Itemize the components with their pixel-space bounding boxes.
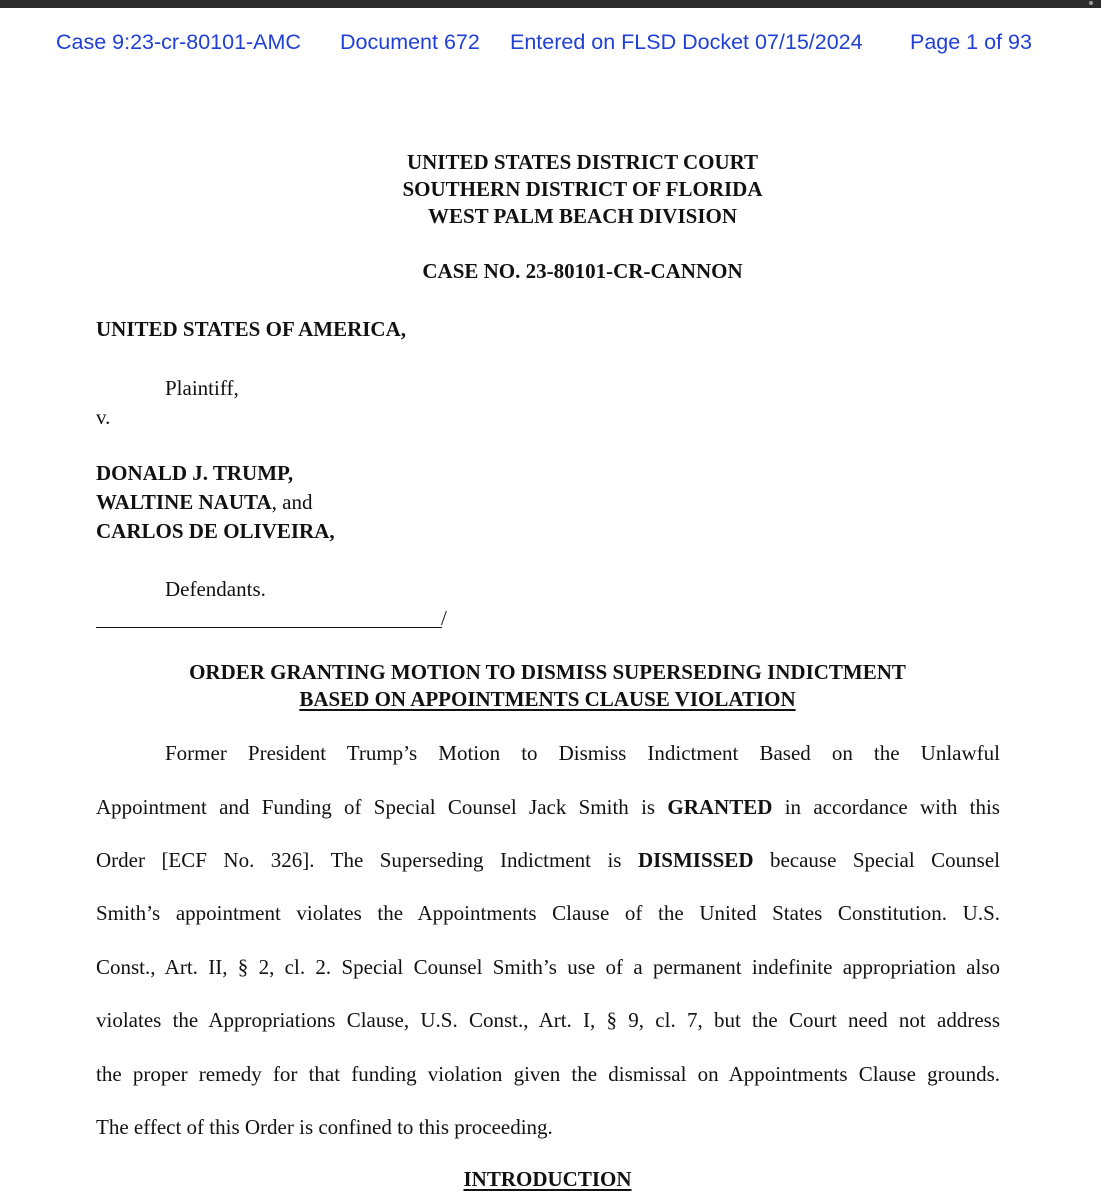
body-line-8: The effect of this Order is confined to this proceeding.	[96, 1115, 553, 1139]
court-district: SOUTHERN DISTRICT OF FLORIDA	[402, 177, 763, 201]
header-page: Page 1 of 93	[910, 30, 1032, 54]
order-subtitle-text: BASED ON APPOINTMENTS CLAUSE VIOLATION	[299, 687, 796, 711]
body-line-3c: because Special Counsel	[753, 848, 1000, 872]
order-subtitle	[100, 687, 995, 712]
court-name: UNITED STATES DISTRICT COURT	[406, 150, 759, 174]
top-bar	[0, 0, 1101, 8]
docket-header	[56, 30, 1056, 62]
defendant-role: Defendants.	[165, 577, 266, 601]
defendant-de-oliveira: CARLOS DE OLIVEIRA,	[96, 519, 335, 543]
body-line-7: the proper remedy for that funding violation given the dismissal on Appointments Clause grounds.	[96, 1062, 1000, 1086]
section-heading-text: INTRODUCTION	[463, 1167, 632, 1191]
body-line-2a: Appointment and Funding of Special Counsel Jack Smith is	[96, 795, 668, 819]
header-case: Case 9:23-cr-80101-AMC	[56, 30, 301, 54]
caption-slash: /	[441, 606, 447, 630]
order-title: ORDER GRANTING MOTION TO DISMISS SUPERSEDING INDICTMENT	[189, 660, 906, 684]
defendant-nauta-suffix: , and	[271, 490, 313, 514]
header-document: Document 672	[340, 30, 480, 54]
body-line-3a: Order [ECF No. 326]. The Superseding Indictment is	[96, 848, 638, 872]
versus: v.	[96, 405, 111, 429]
body-line-2c: in accordance with this	[772, 795, 1000, 819]
defendant-trump: DONALD J. TRUMP,	[96, 461, 294, 485]
body-line-6: violates the Appropriations Clause, U.S. Const., Art. I, § 9, cl. 7, but the Court need not address	[96, 1008, 1000, 1032]
caption-rule	[96, 627, 442, 628]
window-indicator-icon	[1089, 1, 1093, 5]
granted-text: GRANTED	[667, 795, 773, 819]
dismissed-text: DISMISSED	[637, 848, 754, 872]
header-entered: Entered on FLSD Docket 07/15/2024	[510, 30, 863, 54]
body-line-4: Smith’s appointment violates the Appointments Clause of the United States Constitution. U.S.	[96, 901, 1000, 925]
court-division: WEST PALM BEACH DIVISION	[427, 204, 738, 228]
defendant-nauta-name: WALTINE NAUTA	[96, 490, 272, 514]
section-heading-introduction	[300, 1167, 795, 1192]
defendant-nauta	[96, 490, 312, 515]
body-line-2	[96, 795, 1000, 820]
plaintiff-role: Plaintiff,	[165, 376, 239, 400]
body-line-3	[96, 848, 1000, 873]
body-line-5: Const., Art. II, § 2, cl. 2. Special Counsel Smith’s use of a permanent indefinite appropriation also	[96, 955, 1000, 979]
body-line-1: Former President Trump’s Motion to Dismiss Indictment Based on the Unlawful	[165, 741, 1000, 765]
case-number: CASE NO. 23-80101-CR-CANNON	[422, 259, 743, 283]
plaintiff-name: UNITED STATES OF AMERICA,	[96, 317, 406, 341]
